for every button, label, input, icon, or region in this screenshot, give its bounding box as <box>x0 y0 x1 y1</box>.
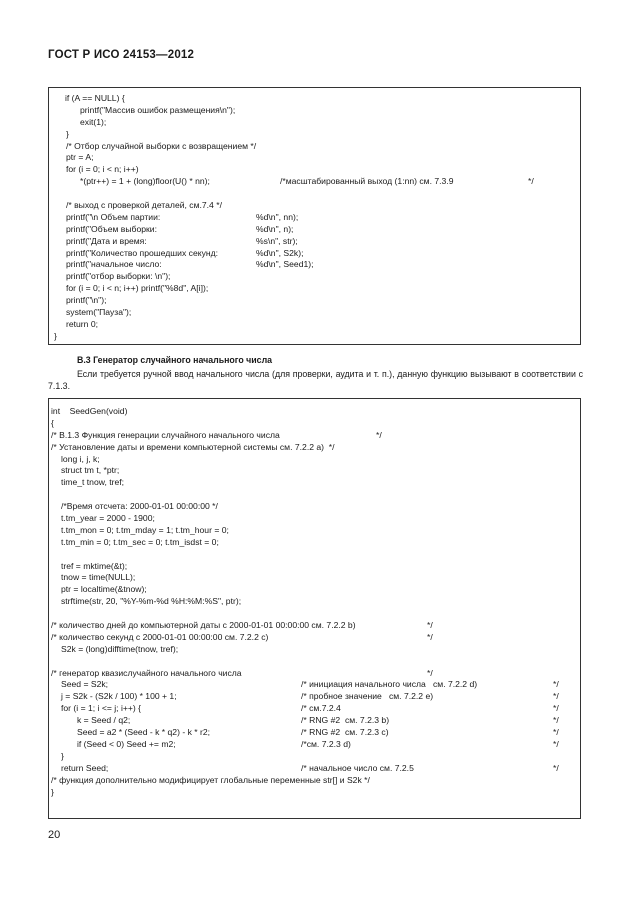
code-line <box>51 549 580 561</box>
code-text: ptr = A; <box>66 152 94 163</box>
code-line <box>51 608 580 620</box>
document-header: ГОСТ Р ИСО 24153—2012 <box>48 49 195 61</box>
code-line <box>51 477 580 489</box>
code-text: Seed = S2k; <box>61 679 109 690</box>
code-text: S2k = (long)difftime(tnow, tref); <box>61 643 179 654</box>
code-text: printf("Количество прошедших секунд: <box>66 247 219 258</box>
code-line <box>54 105 580 117</box>
code-line <box>54 331 580 343</box>
code-text: tnow = time(NULL); <box>61 572 136 583</box>
code-line <box>54 319 580 331</box>
code-line <box>54 141 580 153</box>
code-line <box>54 176 580 188</box>
code-text: for (i = 0; i < n; i++) printf("%8d", A[i]); <box>66 283 209 294</box>
code-line <box>51 430 580 442</box>
code-comment: /* пробное значение см. 7.2.2 e) <box>301 691 434 702</box>
code-text: exit(1); <box>80 116 107 127</box>
code-line <box>51 739 580 751</box>
code-text: if (A == NULL) { <box>65 93 125 103</box>
code-text: } <box>66 128 69 139</box>
code-listing-seed-generator <box>48 398 581 819</box>
code-line <box>54 295 580 307</box>
code-text: /* количество секунд с 2000-01-01 00:00:00 см. 7.2.2 c) <box>51 631 269 642</box>
code-line <box>51 572 580 584</box>
code-comment: */ <box>553 691 559 702</box>
code-text: } <box>51 786 54 797</box>
code-line <box>51 620 580 632</box>
code-text: /*Время отсчета: 2000-01-01 00:00:00 */ <box>61 501 218 512</box>
code-comment: /* см.7.2.4 <box>301 703 341 714</box>
code-line <box>51 442 580 454</box>
code-line <box>54 93 580 105</box>
code-text: system("Пауза"); <box>66 307 132 318</box>
code-text: { <box>51 417 54 428</box>
code-text: return Seed; <box>61 762 109 773</box>
code-text: /* количество дней до компьютерной даты с 2000-01-01 00:00:00 см. 7.2.2 b) <box>51 620 356 631</box>
code-line <box>54 248 580 260</box>
code-comment: /* начальное число см. 7.2.5 <box>301 762 414 773</box>
code-line <box>54 164 580 176</box>
code-line <box>54 212 580 224</box>
code-comment: */ <box>553 679 559 690</box>
code-text: t.tm_min = 0; t.tm_sec = 0; t.tm_isdst = 0; <box>61 536 219 547</box>
code-line <box>51 501 580 513</box>
code-line <box>51 418 580 430</box>
code-line <box>51 561 580 573</box>
code-line <box>51 787 580 799</box>
code-line <box>54 117 580 129</box>
code-comment: %s\n", str); <box>256 235 298 246</box>
code-text: for (i = 0; i < n; i++) <box>66 164 139 175</box>
code-comment: %d\n", n); <box>256 223 294 234</box>
code-line <box>54 188 580 200</box>
code-comment: */ <box>553 762 559 773</box>
code-text: return 0; <box>66 318 99 329</box>
code-line <box>54 200 580 212</box>
code-text: /* Отбор случайной выборки с возвращением */ <box>66 140 257 151</box>
code-text: t.tm_year = 2000 - 1900; <box>61 513 155 524</box>
code-comment: */ <box>553 727 559 738</box>
code-text: printf("Дата и время: <box>66 235 147 246</box>
code-line <box>54 152 580 164</box>
code-text: k = Seed / q2; <box>77 715 131 726</box>
code-line <box>51 715 580 727</box>
code-text: ptr = localtime(&tnow); <box>61 584 147 595</box>
code-line <box>51 775 580 787</box>
code-line <box>51 513 580 525</box>
code-text: printf("начальное число: <box>66 259 162 270</box>
code-comment: /* RNG #2 см. 7.2.3 b) <box>301 715 390 726</box>
code-text: long i, j, k; <box>61 453 100 464</box>
code-line <box>51 679 580 691</box>
code-comment: */ <box>376 429 382 440</box>
code-line <box>54 224 580 236</box>
code-text: Seed = a2 * (Seed - k * q2) - k * r2; <box>77 727 211 738</box>
code-line <box>51 465 580 477</box>
code-line <box>51 489 580 501</box>
code-text: } <box>61 750 64 761</box>
code-text: printf("отбор выборки: \n"); <box>66 271 171 282</box>
code-line <box>54 271 580 283</box>
code-text: tref = mktime(&t); <box>61 560 128 571</box>
code-comment: /* RNG #2 см. 7.2.3 c) <box>301 727 389 738</box>
code-line <box>51 525 580 537</box>
code-line <box>54 236 580 248</box>
code-line <box>51 691 580 703</box>
code-text: *(ptr++) = 1 + (long)floor(U() * nn); <box>80 176 210 187</box>
code-line <box>51 644 580 656</box>
code-comment: */ <box>427 620 433 631</box>
code-line <box>51 703 580 715</box>
code-comment: */ <box>553 703 559 714</box>
section-title: B.3 Генератор случайного начального числа <box>77 355 273 365</box>
code-text: printf("\n"); <box>66 295 107 306</box>
code-line <box>54 129 580 141</box>
code-comment: */ <box>427 667 433 678</box>
code-comment: %d\n", S2k); <box>256 247 304 258</box>
code-line <box>51 454 580 466</box>
code-line <box>54 283 580 295</box>
code-line <box>51 584 580 596</box>
section-paragraph: Если требуется ручной ввод начального числа (для проверки, аудита и т. п.), данную функцию вызывают в соответствии с 7.1.3. <box>48 369 583 391</box>
code-line <box>51 656 580 668</box>
code-text: struct tm t, *ptr; <box>61 465 120 476</box>
code-line <box>51 596 580 608</box>
code-text: j = S2k - (S2k / 100) * 100 + 1; <box>61 691 177 702</box>
code-text: t.tm_mon = 0; t.tm_mday = 1; t.tm_hour = 0; <box>61 524 229 535</box>
code-comment: */ <box>528 176 534 187</box>
code-comment: /*масштабированный выход (1:nn) см. 7.3.9 <box>280 176 454 187</box>
code-text: /* генератор квазислучайного начального числа <box>51 667 242 678</box>
code-text: time_t tnow, tref; <box>61 477 125 488</box>
code-line <box>54 307 580 319</box>
code-line <box>51 668 580 680</box>
code-text: /* функция дополнительно модифицирует глобальные переменные str[] и S2k */ <box>51 774 370 785</box>
code-line <box>54 259 580 271</box>
code-line <box>51 632 580 644</box>
code-line <box>51 727 580 739</box>
code-text: } <box>54 330 57 341</box>
code-text: printf("Массив ошибок размещения\n"); <box>80 104 236 115</box>
code-text: if (Seed < 0) Seed += m2; <box>77 738 176 749</box>
code-comment: %d\n", nn); <box>256 211 299 222</box>
code-text: printf("Объем выборки: <box>66 223 157 234</box>
code-line <box>51 406 580 418</box>
code-listing-sample-selection <box>48 87 581 345</box>
code-line <box>51 751 580 763</box>
code-text: for (i = 1; i <= j; i++) { <box>61 703 142 714</box>
code-text: /* Установление даты и времени компьютерной системы см. 7.2.2 а) */ <box>51 441 335 452</box>
code-text: strftime(str, 20, "%Y-%m-%d %H:%M:%S", ptr); <box>61 596 242 607</box>
code-line <box>51 537 580 549</box>
code-text: int SeedGen(void) <box>51 406 128 416</box>
page-number: 20 <box>48 829 61 841</box>
code-text: /* B.1.3 Функция генерации случайного начального числа <box>51 429 280 440</box>
code-comment: /* инициация начального числа см. 7.2.2 d) <box>301 679 478 690</box>
code-text: printf("\n Объем партии: <box>66 211 161 222</box>
code-comment: */ <box>427 631 433 642</box>
code-comment: %d\n", Seed1); <box>256 259 314 270</box>
code-comment: */ <box>553 738 559 749</box>
code-comment: */ <box>553 715 559 726</box>
code-text: /* выход с проверкой деталей, см.7.4 */ <box>66 200 222 211</box>
code-comment: /*см. 7.2.3 d) <box>301 738 351 749</box>
code-line <box>51 763 580 775</box>
